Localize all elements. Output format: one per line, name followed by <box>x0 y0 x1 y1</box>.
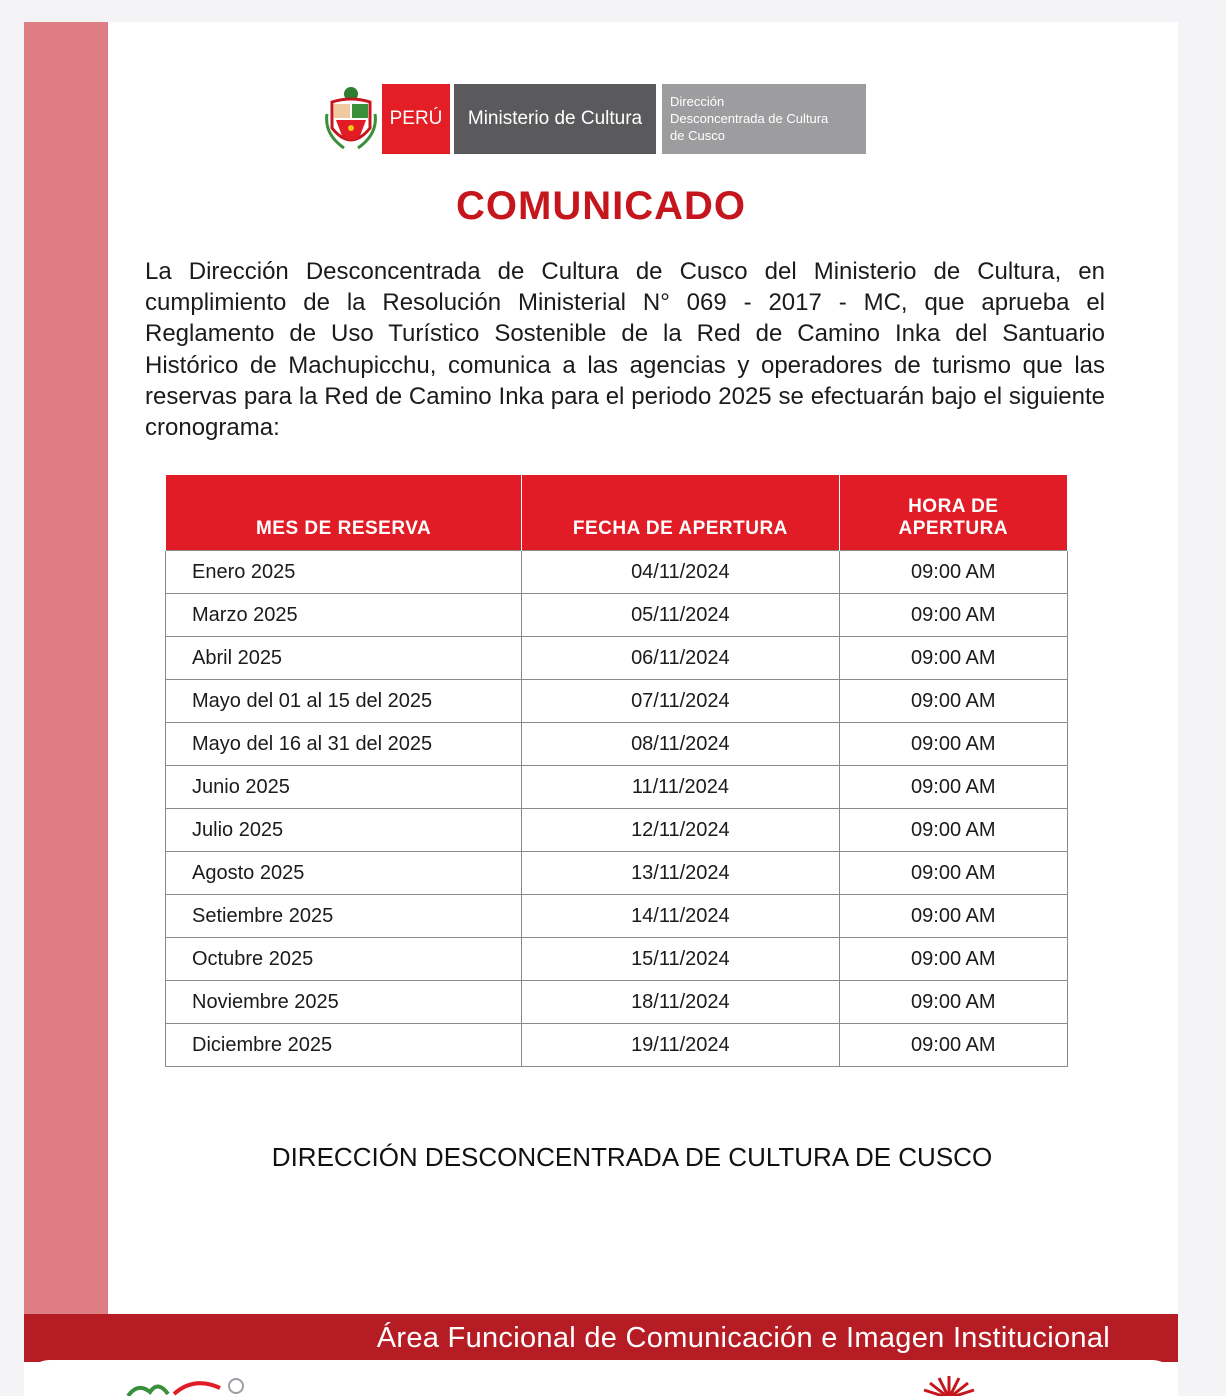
cell-opening-time: 09:00 AM <box>839 938 1067 981</box>
table-row <box>166 895 1068 938</box>
table-row <box>166 551 1068 594</box>
table-row <box>166 594 1068 637</box>
cell-opening-date: 05/11/2024 <box>522 594 839 637</box>
cell-opening-time: 09:00 AM <box>839 895 1067 938</box>
table-row <box>166 766 1068 809</box>
cell-opening-date: 19/11/2024 <box>522 1024 839 1067</box>
cell-month: Diciembre 2025 <box>166 1024 522 1067</box>
peru-label: PERÚ <box>382 84 450 154</box>
cell-opening-time: 09:00 AM <box>839 852 1067 895</box>
cell-opening-date: 07/11/2024 <box>522 680 839 723</box>
cell-opening-time: 09:00 AM <box>839 766 1067 809</box>
table-header-row <box>166 475 1068 551</box>
signature-line: DIRECCIÓN DESCONCENTRADA DE CULTURA DE CUSCO <box>271 1142 993 1172</box>
cell-opening-date: 04/11/2024 <box>522 551 839 594</box>
cell-month: Mayo del 16 al 31 del 2025 <box>166 723 522 766</box>
cell-month: Octubre 2025 <box>166 938 522 981</box>
cell-opening-time: 09:00 AM <box>839 551 1067 594</box>
header-logos <box>324 84 866 154</box>
direction-label: Dirección Desconcentrada de Cultura de Cusco <box>662 84 866 154</box>
cell-opening-time: 09:00 AM <box>839 680 1067 723</box>
cell-opening-time: 09:00 AM <box>839 723 1067 766</box>
footer-band-text: Área Funcional de Comunicación e Imagen Institucional <box>376 1322 1110 1354</box>
cell-opening-date: 13/11/2024 <box>522 852 839 895</box>
cell-month: Noviembre 2025 <box>166 981 522 1024</box>
bicentenario-logo-icon <box>914 1374 984 1396</box>
cell-opening-date: 14/11/2024 <box>522 895 839 938</box>
cell-month: Abril 2025 <box>166 637 522 680</box>
cell-month: Setiembre 2025 <box>166 895 522 938</box>
table-row <box>166 680 1068 723</box>
cell-month: Enero 2025 <box>166 551 522 594</box>
document-title: COMUNICADO <box>456 184 746 228</box>
cell-opening-date: 08/11/2024 <box>522 723 839 766</box>
cell-opening-time: 09:00 AM <box>839 1024 1067 1067</box>
cell-month: Junio 2025 <box>166 766 522 809</box>
cell-opening-date: 06/11/2024 <box>522 637 839 680</box>
header-mes-de-reserva: MES DE RESERVA <box>166 475 522 551</box>
cell-opening-time: 09:00 AM <box>839 637 1067 680</box>
table-row <box>166 809 1068 852</box>
table-row <box>166 981 1068 1024</box>
table-row <box>166 852 1068 895</box>
cell-month: Julio 2025 <box>166 809 522 852</box>
body-paragraph: La Dirección Desconcentrada de Cultura de Cusco del Ministerio de Cultura, en cumplimiento de la Resolución Ministerial N° 069 - 2017 - MC, que aprueba el Reglamento de Uso Turístico Sostenible de la Red de Camino Inka del Santuario Histórico de Machupicchu, comunica a las agencias y operadores de turismo que las reservas para la Red de Camino Inka para el periodo 2025 se efectuarán bajo el siguiente cronograma: <box>145 258 1105 442</box>
cell-month: Marzo 2025 <box>166 594 522 637</box>
header-hora-de-apertura <box>839 475 1067 551</box>
header-hora-de-apertura-label: HORA DE APERTURA <box>898 496 1009 539</box>
cell-opening-date: 11/11/2024 <box>522 766 839 809</box>
coat-of-arms-icon <box>324 84 378 154</box>
cell-opening-time: 09:00 AM <box>839 981 1067 1024</box>
ministry-label: Ministerio de Cultura <box>454 84 656 154</box>
header-fecha-de-apertura: FECHA DE APERTURA <box>522 475 839 551</box>
campaign-logo-icon <box>124 1374 254 1396</box>
document-card <box>24 22 1178 1396</box>
table-row <box>166 723 1068 766</box>
table-row <box>166 1024 1068 1067</box>
cell-opening-date: 15/11/2024 <box>522 938 839 981</box>
cell-opening-time: 09:00 AM <box>839 594 1067 637</box>
reservation-schedule-table <box>165 474 1068 1067</box>
cell-opening-time: 09:00 AM <box>839 809 1067 852</box>
cell-month: Mayo del 01 al 15 del 2025 <box>166 680 522 723</box>
cell-opening-date: 12/11/2024 <box>522 809 839 852</box>
cell-month: Agosto 2025 <box>166 852 522 895</box>
table-row <box>166 938 1068 981</box>
cell-opening-date: 18/11/2024 <box>522 981 839 1024</box>
table-row <box>166 637 1068 680</box>
